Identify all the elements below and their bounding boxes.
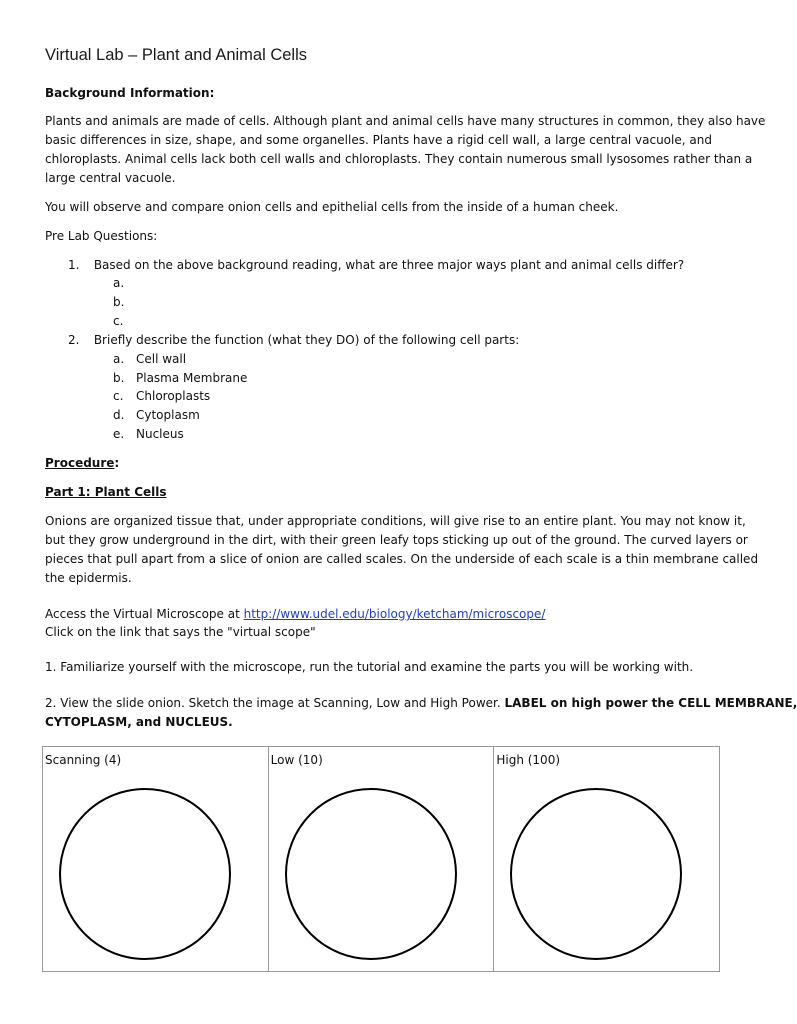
onion-para-line4: the epidermis. (45, 571, 132, 585)
question-number: 1. (68, 258, 80, 272)
background-para1-line4: large central vacuole. (45, 171, 176, 185)
background-para1-line3: chloroplasts. Animal cells lack both cell walls and chloroplasts. They contain numerous small lysosomes rather than a (45, 152, 753, 166)
step-2-cont: CYTOPLASM, and NUCLEUS. (45, 715, 233, 729)
prelab-question-1 (68, 256, 684, 275)
prelab-question-2 (68, 331, 519, 350)
background-heading: Background Information: (45, 86, 215, 100)
question-number: 2. (68, 333, 80, 347)
background-para2: You will observe and compare onion cells and epithelial cells from the inside of a human cheek. (45, 200, 619, 214)
onion-para-line1: Onions are organized tissue that, under appropriate conditions, will give rise to an entire plant. You may not know it, (45, 514, 746, 528)
sketch-box-low[interactable] (269, 747, 495, 971)
sketch-circle[interactable] (59, 788, 231, 960)
answer-letter: a. (113, 276, 125, 290)
list-item: b. Plasma Membrane (113, 371, 248, 385)
step-2: 2. View the slide onion. Sketch the image at Scanning, Low and High Power. LABEL on high power the CELL MEMBRANE, (45, 696, 797, 710)
question-text: Based on the above background reading, what are three major ways plant and animal cells differ? (93, 258, 685, 272)
sketch-circle[interactable] (510, 788, 682, 960)
answer-letter: b. (113, 295, 125, 309)
answer-letter: c. (113, 314, 124, 328)
sketch-circle[interactable] (285, 788, 457, 960)
background-para1-line1: Plants and animals are made of cells. Although plant and animal cells have many structures in common, they also have (45, 114, 766, 128)
sketch-box-high[interactable] (494, 747, 719, 971)
sketch-label: Low (10) (270, 753, 323, 767)
list-item: d. Cytoplasm (113, 408, 200, 422)
sketch-label: High (100) (496, 753, 561, 767)
part1-heading: Part 1: Plant Cells (45, 485, 167, 499)
step-1: 1. Familiarize yourself with the microscope, run the tutorial and examine the parts you will be working with. (45, 660, 694, 674)
list-item: c. Chloroplasts (113, 389, 211, 403)
list-item: a. Cell wall (113, 352, 187, 366)
list-item: e. Nucleus (113, 427, 184, 441)
background-para1-line2: basic differences in size, shape, and some organelles. Plants have a rigid cell wall, a large central vacuole, and (45, 133, 712, 147)
microscope-link[interactable]: http://www.udel.edu/biology/ketcham/microscope/ (243, 607, 546, 621)
procedure-heading: Procedure: (45, 456, 120, 470)
onion-para-line3: pieces that pull apart from a slice of onion are called scales. On the underside of each scale is a thin membrane called (45, 552, 759, 566)
page-title: Virtual Lab – Plant and Animal Cells (45, 46, 308, 64)
click-instruction: Click on the link that says the "virtual scope" (45, 625, 316, 639)
sketch-table (42, 746, 720, 972)
onion-para-line2: but they grow underground in the dirt, with their green leafy tops sticking up out of the ground. The curved layers or (45, 533, 748, 547)
sketch-box-scanning[interactable] (43, 747, 269, 971)
sketch-label: Scanning (4) (45, 753, 122, 767)
prelab-heading: Pre Lab Questions: (45, 229, 158, 243)
question-text: Briefly describe the function (what they DO) of the following cell parts: (93, 333, 520, 347)
access-line: Access the Virtual Microscope at http://www.udel.edu/biology/ketcham/microscope/ (45, 607, 546, 621)
